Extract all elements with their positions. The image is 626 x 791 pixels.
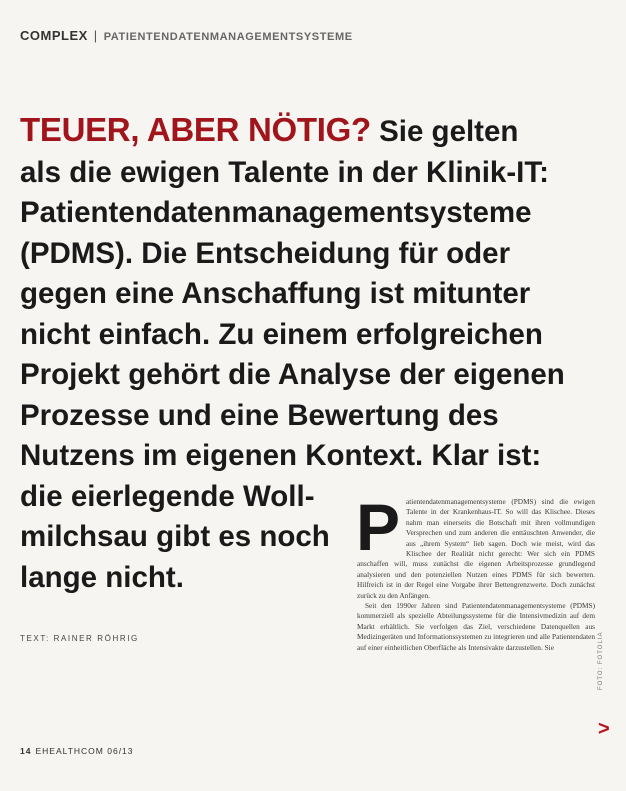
page-number: 14	[20, 746, 32, 756]
body-text-column	[356, 490, 595, 653]
header-separator: |	[93, 28, 98, 43]
headline-line: lange nicht.	[20, 560, 184, 594]
headline-line: (PDMS). Die Entscheidung für oder	[20, 236, 511, 270]
headline-line: Projekt gehört die Analyse der eigenen	[20, 358, 565, 391]
photo-credit: FOTO: FOTOLIA	[598, 631, 604, 690]
drop-cap: P	[356, 490, 401, 564]
headline-line-1	[20, 110, 620, 153]
headline-line: gegen eine Anschaffung ist mitunter	[20, 277, 531, 310]
headline-line: Patientendatenmanagementsysteme	[20, 196, 532, 229]
headline-line: nicht einfach. Zu einem erfolgreichen	[20, 317, 543, 351]
body-paragraph: atientendatenmanagementsysteme (PDMS) sind die ewigen Talente in der Krankenhaus-IT. So will das Klischee. Dieses nahm man einerseits die Botschaft mit ihren vollmundigen Versprechen und zum anderen die enttäuschten Anwender, die aus „ihrem System“ lieb sagen. Doch wie meist, wird das Klischee der Realität nicht gerecht: Wer sich ein PDMS anschaffen will, muss zunächst die eigenen Arbeitsprozesse grundlegend analysieren und den potenziellen Nutzen eines PDMS für sich bewerten. Hilfreich ist in der Regel eine Vorgabe ihrer Bettengrenzwerte. Doch zunächst zurück zu den Anfängen.	[357, 497, 595, 600]
headline-lead: TEUER, ABER NÖTIG?	[20, 111, 371, 148]
section-name: COMPLEX	[20, 28, 88, 43]
headline-line: milchsau gibt es noch	[20, 520, 330, 553]
section-topic: PATIENTENDATENMANAGEMENTSYSTEME	[103, 31, 353, 43]
author-credit: TEXT: RAINER RÖHRIG	[20, 634, 139, 643]
publication-name: EHEALTHCOM 06/13	[35, 746, 134, 756]
headline-line: Prozesse und eine Bewertung des	[20, 398, 499, 432]
headline-line: die eierlegende Woll-	[20, 479, 315, 513]
headline-line: Nutzens im eigenen Kontext. Klar ist:	[20, 439, 542, 472]
continue-arrow-icon: >	[598, 718, 610, 740]
headline-line: Sie gelten	[370, 115, 519, 148]
section-header	[20, 28, 353, 43]
body-paragraph: Seit den 1990er Jahren sind Patientendatenmanagementsysteme (PDMS) kommerziell als spezielle Abteilungssysteme für die Intensivmedizin auf dem Markt erhältlich. Sie verfolgen das Ziel, verschiedene Datenquellen aus Medizingeräten und Informationssystemen zu integrieren und alle Patientendaten auf einer einheitlichen Oberfläche als Intensivakte darzustellen. Sie	[357, 601, 595, 652]
headline-line: als die ewigen Talente in der Klinik-IT:	[20, 155, 549, 189]
page-footer	[20, 746, 134, 756]
